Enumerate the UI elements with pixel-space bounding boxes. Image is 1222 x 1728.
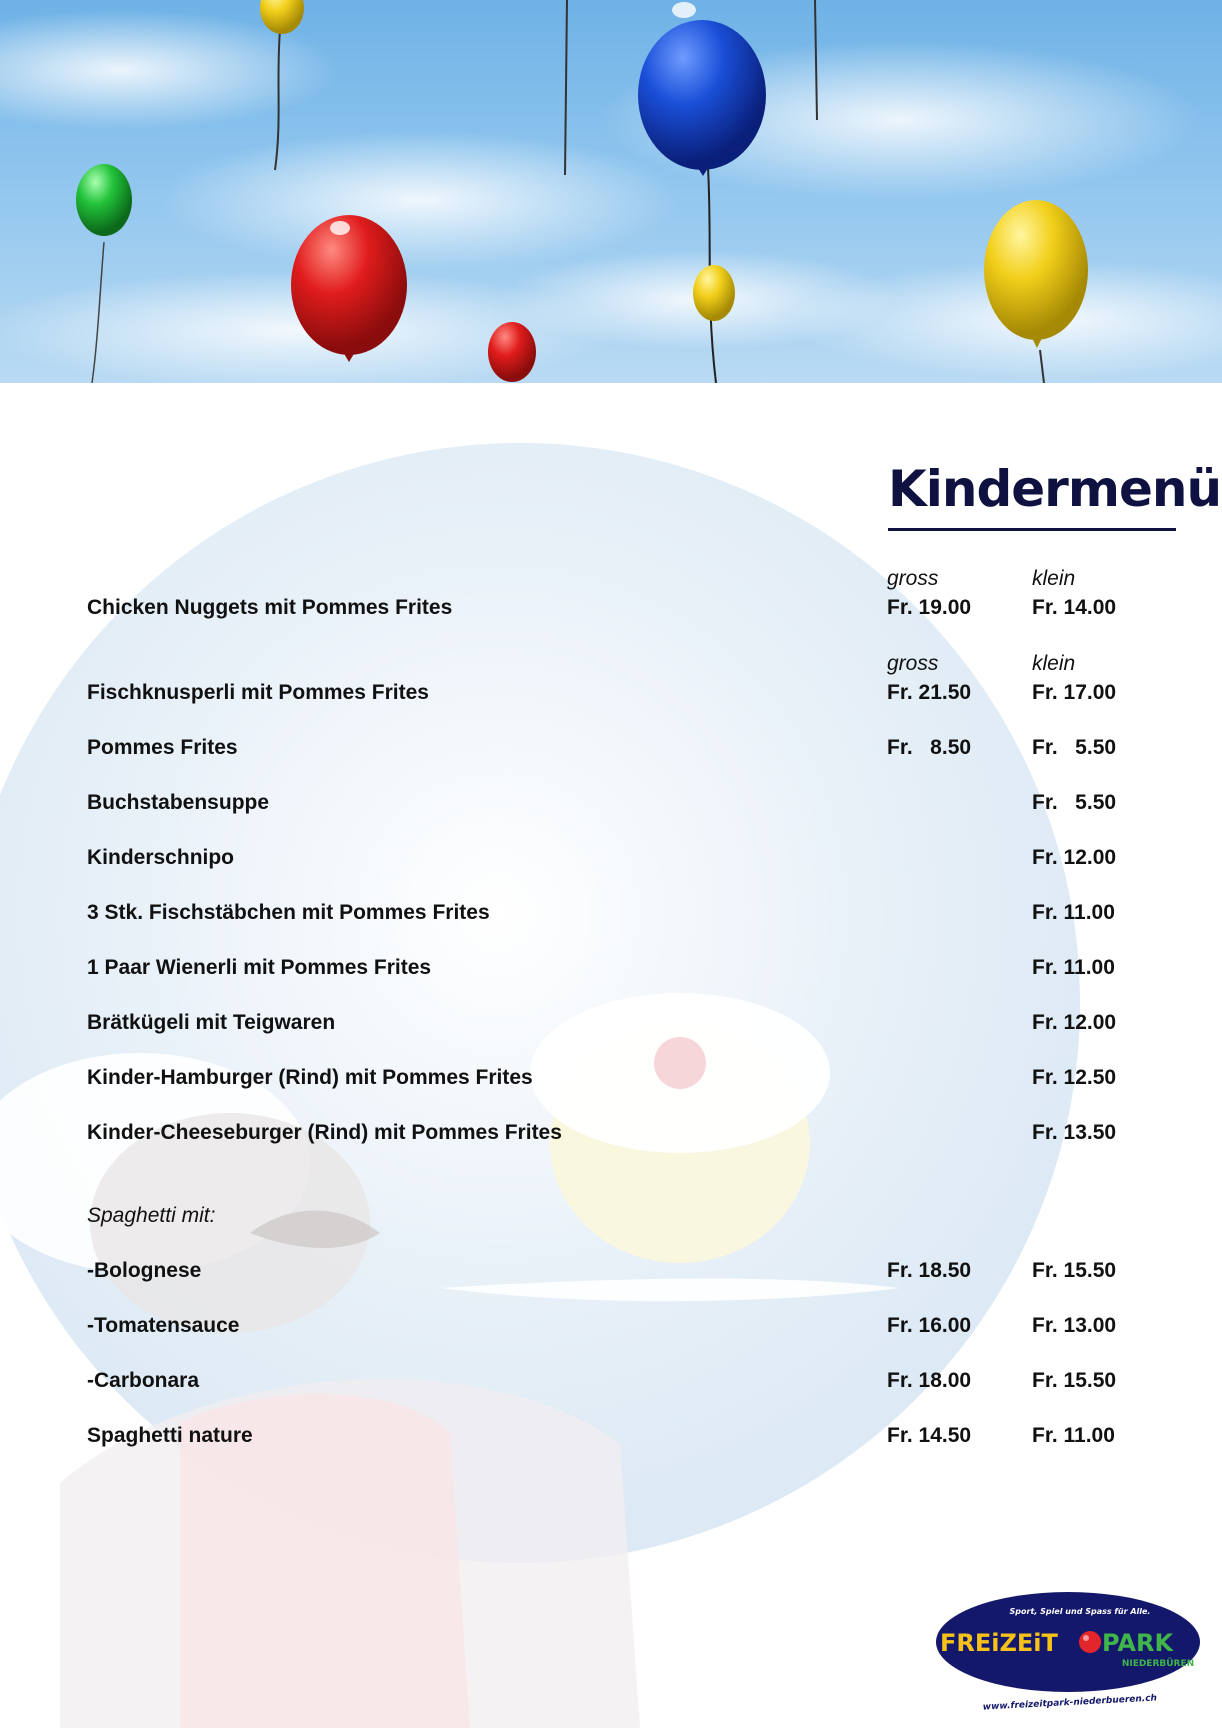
logo-ball-highlight [1083,1635,1089,1641]
logo-brand-right: PARK [1102,1629,1174,1657]
menu-item-row [0,1120,1222,1146]
menu-item-name: Fischknusperli mit Pommes Frites [87,681,429,704]
menu-item-name: 3 Stk. Fischstäbchen mit Pommes Frites [87,901,490,924]
menu-item-price-klein: Fr. 17.00 [1032,681,1117,704]
menu-item-name: 1 Paar Wienerli mit Pommes Frites [87,956,432,979]
logo-red-ball [1079,1631,1101,1653]
menu-item-row [0,1065,1222,1091]
logo-brand-left: FREiZEiT [940,1629,1058,1657]
spaghetti-price-gross: Fr. 14.50 [887,1424,972,1447]
size-label-gross: gross [887,567,939,590]
menu-item-name: Chicken Nuggets mit Pommes Frites [87,596,453,619]
spaghetti-item-row [0,1368,1222,1394]
balloons-illustration [0,0,1222,383]
logo-url: www.freizeitpark-niederbueren.ch [982,1693,1158,1713]
size-labels-row-1 [0,566,1222,592]
menu-item-price-gross: Fr. 21.50 [887,681,972,704]
menu-item-name: Brätkügeli mit Teigwaren [87,1011,336,1034]
menu-item-row [0,595,1222,621]
spaghetti-price-gross: Fr. 18.00 [887,1369,972,1392]
spaghetti-price-klein: Fr. 15.50 [1032,1369,1117,1392]
spaghetti-item-row [0,1313,1222,1339]
menu-item-row [0,680,1222,706]
title-underline [888,528,1176,531]
spaghetti-price-gross: Fr. 16.00 [887,1314,972,1337]
spaghetti-item-name: -Carbonara [87,1369,200,1392]
spaghetti-price-gross: Fr. 18.50 [887,1259,972,1282]
menu-item-price-klein: Fr. 12.00 [1032,1011,1117,1034]
menu-item-price-klein: Fr. 11.00 [1032,956,1115,979]
spaghetti-item-name: -Bolognese [87,1259,202,1282]
menu-item-row [0,790,1222,816]
spaghetti-item-row [0,1423,1222,1449]
menu-item-name: Pommes Frites [87,736,238,759]
menu-item-price-klein: Fr. 13.50 [1032,1121,1117,1144]
size-label-klein: klein [1032,652,1076,675]
menu-item-price-gross: Fr. 19.00 [887,596,972,619]
menu-item-price-klein: Fr. 11.00 [1032,901,1115,924]
spaghetti-item-name: Spaghetti nature [87,1424,253,1447]
menu-item-price-klein: Fr. 12.00 [1032,846,1117,869]
menu-item-price-klein: Fr. 12.50 [1032,1066,1117,1089]
size-label-klein: klein [1032,567,1076,590]
menu-item-name: Kinderschnipo [87,846,235,869]
menu-item-name: Kinder-Cheeseburger (Rind) mit Pommes Frites [87,1121,562,1144]
freizeitpark-logo [930,1585,1206,1715]
menu-item-row [0,1010,1222,1036]
menu-item-row [0,735,1222,761]
spaghetti-price-klein: Fr. 15.50 [1032,1259,1117,1282]
spaghetti-price-klein: Fr. 13.00 [1032,1314,1117,1337]
spaghetti-section-header [0,1203,1222,1229]
spaghetti-price-klein: Fr. 11.00 [1032,1424,1115,1447]
spaghetti-item-name: -Tomatensauce [87,1314,240,1337]
menu-item-price-klein: Fr. 5.50 [1032,736,1117,759]
menu-item-row [0,955,1222,981]
size-labels-row-2 [0,651,1222,677]
menu-item-row [0,900,1222,926]
menu-title: Kindermenü [888,460,1222,518]
size-label-gross: gross [887,652,939,675]
menu-item-price-klein: Fr. 5.50 [1032,791,1117,814]
hero-balloons-image [0,0,1222,383]
menu-item-row [0,845,1222,871]
spaghetti-item-row [0,1258,1222,1284]
spaghetti-section-label: Spaghetti mit: [87,1204,216,1227]
menu-item-name: Buchstabensuppe [87,791,270,814]
menu-item-price-gross: Fr. 8.50 [887,736,972,759]
logo-tagline: Sport, Spiel und Spass für Alle. [1009,1607,1151,1616]
menu-item-name: Kinder-Hamburger (Rind) mit Pommes Frites [87,1066,533,1089]
menu-item-price-klein: Fr. 14.00 [1032,596,1117,619]
logo-location: NIEDERBÜREN [1121,1659,1195,1669]
